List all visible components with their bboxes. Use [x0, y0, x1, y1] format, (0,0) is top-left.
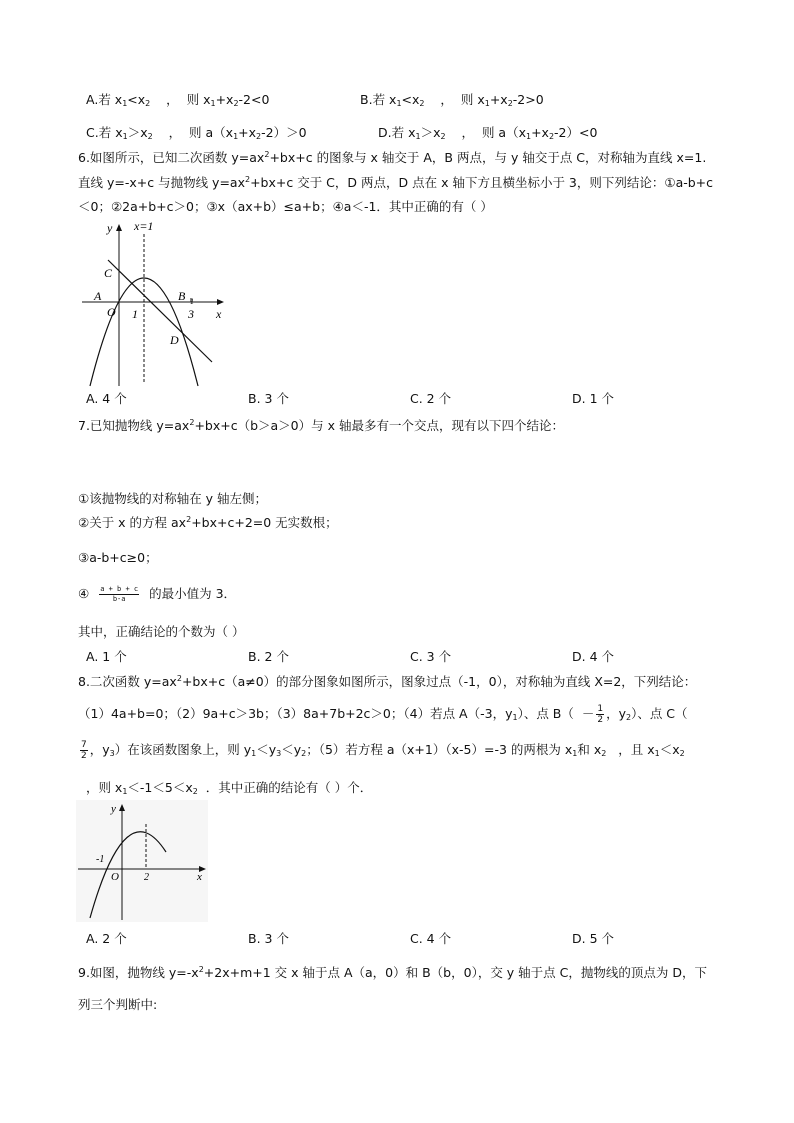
q6-point-c: C	[104, 266, 113, 280]
q9-line-1: 9.如图，抛物线 $y=-x^2+2x+m+1$ 交 x 轴于点 A（a，0）和 B（b，0），交 y 轴于点 C，抛物线的顶点为 D，下	[78, 965, 707, 980]
q6-b-sub: 1	[190, 297, 194, 306]
q6-option-a: A. 4 个	[86, 391, 127, 406]
q6-x-label: x	[216, 307, 222, 321]
q8-y-label: y	[111, 803, 116, 815]
q7-conclusion-1: ①该抛物线的对称轴在 y 轴左侧；	[78, 491, 268, 506]
q6-point-a: A	[94, 289, 102, 303]
q8-option-d: D. 5 个	[572, 931, 614, 946]
q8-option-c: C. 4 个	[410, 931, 452, 946]
q6-tick-3: 3	[188, 307, 194, 321]
q6-line-3: ＜0；②2a+b+c＞0；③x（ax+b）≤a+b；④a＜-1．其中正确的有（ ）	[78, 199, 493, 214]
q5-option-a: A.若 $x_1<x_2$ ， 则 $x_1+x_2-2<0$	[86, 92, 270, 108]
q8-option-a: A. 2 个	[86, 931, 127, 946]
q6-option-b: B. 3 个	[248, 391, 289, 406]
q8-line-3: $\frac{7}{2}$ ，$y_3$）在该函数图象上，则 $y_1<y_3<y_2$；（5）若方程 a（x+1）（x-5）=-3 的两根为 $x_1$和 $x_2$ ，且 $x_1<x_2$	[81, 740, 685, 761]
q7-fraction: $\frac{a + b + c}{b-a}$	[100, 585, 139, 603]
q6-y-label: y	[107, 221, 113, 235]
q7-conclusion-2: ②关于 x 的方程 $ax^2+bx+c+2=0$ 无实数根；	[78, 515, 338, 530]
q8-origin: O	[111, 871, 119, 883]
q7-option-d: D. 4 个	[572, 649, 614, 664]
q6-axis-label: x=1	[134, 219, 154, 233]
q8-line-4: ，则 $x_1<-1<5<x_2$ ．其中正确的结论有（ ）个．	[85, 780, 373, 796]
q7-ask: 其中，正确结论的个数为（ ）	[78, 624, 245, 639]
q6-origin: O	[107, 305, 116, 319]
q8-x-label: x	[197, 871, 202, 883]
q8-option-b: B. 3 个	[248, 931, 289, 946]
q8-line-2: （1）4a+b=0；（2）9a+c＞3b；（3）8a+7b+2c＞0；（4）若点 A（-3，$y_1$）、点 B（ － $\frac{1}{2}$ ，$y_2$）、点 C（	[78, 704, 688, 725]
q6-figure	[78, 218, 228, 388]
q8-half-fraction: $\frac{1}{2}$	[597, 704, 604, 725]
q5-option-b: B.若 $x_1<x_2$ ， 则 $x_1+x_2-2>0$	[360, 92, 544, 108]
q8-tick-2: 2	[144, 872, 149, 883]
q8-seven-halves-fraction: $\frac{7}{2}$	[81, 740, 87, 761]
q5-option-d: D.若 $x_1>x_2$ ， 则 $a(x_1+x_2-2)<0$	[378, 125, 598, 141]
q7-option-a: A. 1 个	[86, 649, 127, 664]
q6-option-d: D. 1 个	[572, 391, 614, 406]
q6-line-2: 直线 y=-x+c 与抛物线 $y=ax^2+bx+c$ 交于 C，D 两点，D 点在 x 轴下方且横坐标小于 3，则下列结论：①a-b+c	[78, 175, 714, 190]
q6-point-d: D	[170, 333, 179, 347]
q8-neg1-label: -1	[96, 854, 105, 865]
q6-point-b: B	[178, 289, 186, 303]
q6-line-1: 6.如图所示，已知二次函数 $y=ax^2+bx+c$ 的图象与 x 轴交于 A，B 两点，与 y 轴交于点 C，对称轴为直线 x=1.	[78, 150, 707, 165]
q8-figure	[76, 800, 208, 922]
q5-option-c: C.若 $x_1>x_2$ ， 则 $a(x_1+x_2-2)>0$	[86, 125, 307, 141]
q7-option-b: B. 2 个	[248, 649, 289, 664]
q7-conclusion-4: ④ $\frac{a + b + c}{b-a}$ 的最小值为 3．	[78, 585, 237, 603]
q7-stem: 7.已知抛物线 $y=ax^2+bx+c(b>a>0)$与 x 轴最多有一个交点，现有以下四个结论：	[78, 418, 564, 433]
q7-conclusion-3: ③a-b+c≥0；	[78, 550, 158, 565]
q6-option-c: C. 2 个	[410, 391, 452, 406]
q7-option-c: C. 3 个	[410, 649, 452, 664]
q6-tick-1: 1	[132, 307, 138, 321]
q9-line-2: 列三个判断中:	[78, 997, 158, 1012]
q8-line-1: 8.二次函数 $y=ax^2+bx+c(a\ne 0)$的部分图象如图所示，图象过点（-1，0），对称轴为直线 X=2，下列结论：	[78, 674, 697, 689]
